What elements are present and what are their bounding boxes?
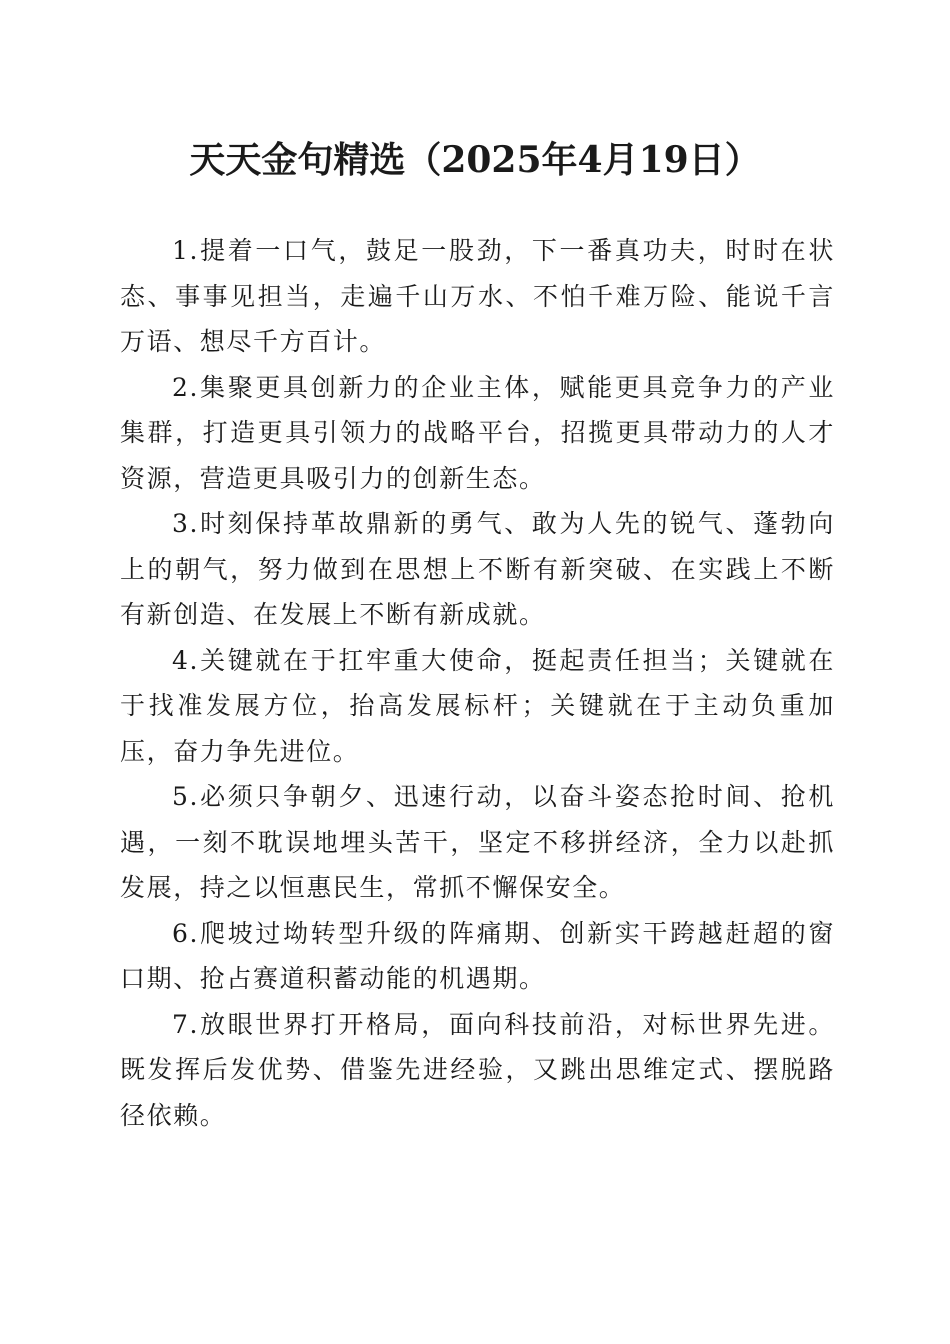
quote-paragraph-7: 7.放眼世界打开格局，面向科技前沿，对标世界先进。既发挥后发优势、借鉴先进经验，又跳出思维定式、摆脱路径依赖。 <box>120 1009 835 1130</box>
page-title: 天天金句精选（2025年4月19日） <box>189 139 761 181</box>
quote-paragraph-6: 6.爬坡过坳转型升级的阵痛期、创新实干跨越赶超的窗口期、抢占赛道积蓄动能的机遇期。 <box>120 918 835 993</box>
quote-list <box>120 228 835 1138</box>
quote-paragraph-5: 5.必须只争朝夕、迅速行动，以奋斗姿态抢时间、抢机遇，一刻不耽误地埋头苦干，坚定不移拼经济，全力以赴抓发展，持之以恒惠民生，常抓不懈保安全。 <box>120 782 835 902</box>
quote-paragraph-2: 2.集聚更具创新力的企业主体，赋能更具竞争力的产业集群，打造更具引领力的战略平台，招揽更具带动力的人才资源，营造更具吸引力的创新生态。 <box>120 372 835 493</box>
quote-paragraph-1: 1.提着一口气，鼓足一股劲，下一番真功夫，时时在状态、事事见担当，走遍千山万水、不怕千难万险、能说千言万语、想尽千方百计。 <box>120 236 835 356</box>
quote-paragraph-3: 3.时刻保持革故鼎新的勇气、敢为人先的锐气、蓬勃向上的朝气，努力做到在思想上不断有新突破、在实践上不断有新创造、在发展上不断有新成就。 <box>120 509 835 629</box>
quote-paragraph-4: 4.关键就在于扛牢重大使命，挺起责任担当；关键就在于找准发展方位，抬高发展标杆；关键就在于主动负重加压，奋力争先进位。 <box>120 645 835 766</box>
